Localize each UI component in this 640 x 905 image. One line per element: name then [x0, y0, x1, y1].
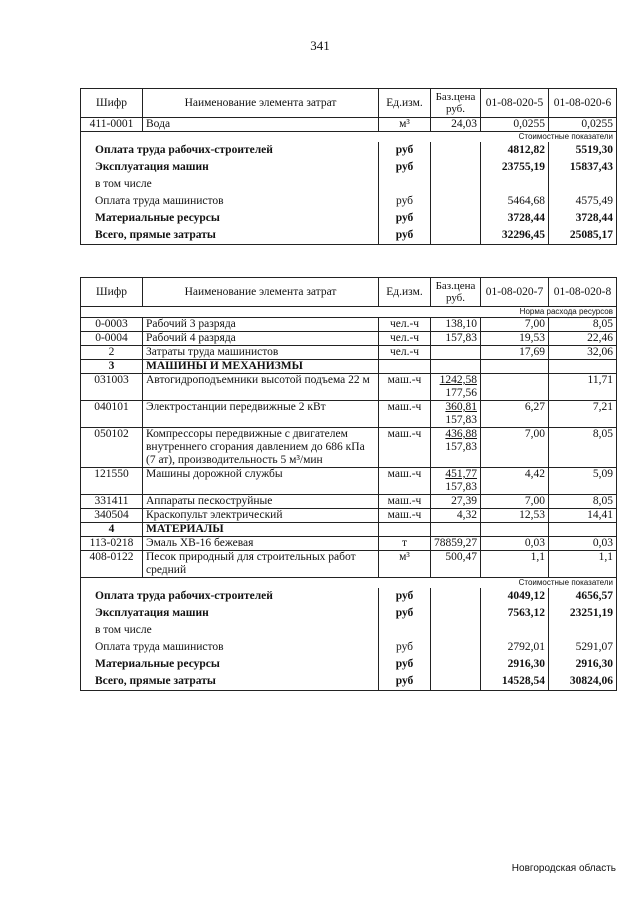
cell-norm-1 — [481, 360, 549, 374]
summary-value-1: 23755,19 — [481, 159, 549, 176]
cell-norm-1: 1,1 — [481, 551, 549, 578]
cost-table-1 — [80, 88, 617, 245]
summary-row — [81, 159, 617, 176]
page-number: 341 — [310, 38, 330, 53]
table-row — [81, 318, 617, 332]
cell-unit: т — [379, 537, 431, 551]
table-row — [81, 346, 617, 360]
cell-code: 2 — [81, 346, 143, 360]
summary-value-1: 32296,45 — [481, 227, 549, 245]
col-header-unit: Ед.изм. — [379, 89, 431, 118]
summary-unit: руб — [379, 193, 431, 210]
price-value: 1242,58 — [439, 374, 477, 386]
table-row — [81, 428, 617, 468]
cell-price — [431, 551, 481, 578]
price-secondary: 157,83 — [445, 481, 477, 493]
summary-value-1: 2916,30 — [481, 656, 549, 673]
cell-norm-1: 6,27 — [481, 401, 549, 428]
summary-empty — [431, 622, 481, 639]
price-value: 451,77 — [445, 468, 477, 480]
cell-code: 408-0122 — [81, 551, 143, 578]
table-row — [81, 523, 617, 537]
summary-empty — [431, 159, 481, 176]
summary-unit: руб — [379, 142, 431, 159]
cell-name: Электростанции передвижные 2 кВт — [143, 401, 379, 428]
summary-label: Всего, прямые затраты — [81, 673, 379, 691]
summary-value-2 — [549, 176, 617, 193]
summary-empty — [431, 227, 481, 245]
summary-value-2: 23251,19 — [549, 605, 617, 622]
cell-code: 040101 — [81, 401, 143, 428]
summary-value-2: 30824,06 — [549, 673, 617, 691]
cell-norm-1: 0,03 — [481, 537, 549, 551]
summary-row — [81, 142, 617, 159]
summary-empty — [431, 673, 481, 691]
cell-norm-1 — [481, 523, 549, 537]
summary-empty — [431, 656, 481, 673]
band-label: Норма расхода ресурсов — [81, 307, 617, 318]
summary-empty — [431, 210, 481, 227]
cell-code: 0-0004 — [81, 332, 143, 346]
summary-value-2: 4575,49 — [549, 193, 617, 210]
cell-name: Затраты труда машинистов — [143, 346, 379, 360]
table-row — [81, 468, 617, 495]
summary-unit: руб — [379, 227, 431, 245]
summary-value-1 — [481, 622, 549, 639]
cell-norm-2: 8,05 — [549, 318, 617, 332]
cell-price — [431, 374, 481, 401]
cell-unit: чел.-ч — [379, 346, 431, 360]
summary-value-1: 4049,12 — [481, 588, 549, 605]
summary-row — [81, 639, 617, 656]
table-row — [81, 509, 617, 523]
price-value: 78859,27 — [434, 537, 478, 549]
cell-norm-2: 14,41 — [549, 509, 617, 523]
summary-unit: руб — [379, 588, 431, 605]
summary-unit: руб — [379, 639, 431, 656]
cell-price — [431, 523, 481, 537]
summary-unit: руб — [379, 159, 431, 176]
summary-value-2 — [549, 622, 617, 639]
price-secondary: 157,83 — [445, 441, 477, 453]
cell-code: 031003 — [81, 374, 143, 401]
col-header-price: Баз.цена руб. — [431, 278, 481, 307]
cell-unit: маш.-ч — [379, 468, 431, 495]
table1-summary — [81, 142, 617, 245]
summary-label: Эксплуатация машин — [81, 159, 379, 176]
cell-norm-2: 0,03 — [549, 537, 617, 551]
cell-price — [431, 509, 481, 523]
cell-price — [431, 318, 481, 332]
cell-name: МАШИНЫ И МЕХАНИЗМЫ — [143, 360, 379, 374]
cell-name: Автогидроподъемники высотой подъема 22 м — [143, 374, 379, 401]
cell-norm-2: 0,0255 — [549, 118, 617, 132]
summary-value-1: 2792,01 — [481, 639, 549, 656]
cell-norm-1: 7,00 — [481, 495, 549, 509]
summary-label: Материальные ресурсы — [81, 210, 379, 227]
price-value: 500,47 — [445, 551, 477, 563]
summary-value-1: 4812,82 — [481, 142, 549, 159]
col-header-norm-1: 01-08-020-7 — [481, 278, 549, 307]
cell-code: 331411 — [81, 495, 143, 509]
summary-unit: руб — [379, 656, 431, 673]
cell-price — [431, 360, 481, 374]
summary-value-2: 15837,43 — [549, 159, 617, 176]
summary-empty — [431, 142, 481, 159]
col-header-code: Шифр — [81, 278, 143, 307]
cell-norm-2 — [549, 523, 617, 537]
cell-norm-1: 19,53 — [481, 332, 549, 346]
summary-unit: руб — [379, 605, 431, 622]
cell-name: МАТЕРИАЛЫ — [143, 523, 379, 537]
cell-unit: м³ — [379, 551, 431, 578]
col-header-norm-1: 01-08-020-5 — [481, 89, 549, 118]
col-header-code: Шифр — [81, 89, 143, 118]
summary-unit — [379, 176, 431, 193]
cell-norm-2: 22,46 — [549, 332, 617, 346]
table2-summary — [81, 588, 617, 691]
cell-name: Вода — [143, 118, 379, 132]
cell-name: Машины дорожной службы — [143, 468, 379, 495]
cell-name: Рабочий 3 разряда — [143, 318, 379, 332]
summary-empty — [431, 588, 481, 605]
summary-row — [81, 622, 617, 639]
summary-unit — [379, 622, 431, 639]
summary-value-1: 3728,44 — [481, 210, 549, 227]
cell-norm-2: 8,05 — [549, 495, 617, 509]
band-cost-indicators — [81, 132, 617, 143]
cell-unit: маш.-ч — [379, 509, 431, 523]
cell-code: 340504 — [81, 509, 143, 523]
summary-unit: руб — [379, 673, 431, 691]
cell-price — [431, 346, 481, 360]
cell-unit: чел.-ч — [379, 332, 431, 346]
cell-unit — [379, 523, 431, 537]
price-secondary: 157,83 — [445, 414, 477, 426]
summary-label: Всего, прямые затраты — [81, 227, 379, 245]
cell-price — [431, 495, 481, 509]
table-row — [81, 332, 617, 346]
cell-name: Эмаль ХВ-16 бежевая — [143, 537, 379, 551]
price-value: 157,83 — [445, 332, 477, 344]
summary-value-1: 14528,54 — [481, 673, 549, 691]
summary-label: Оплата труда машинистов — [81, 639, 379, 656]
table1-body — [81, 118, 617, 132]
summary-label: в том числе — [81, 176, 379, 193]
cell-norm-2: 7,21 — [549, 401, 617, 428]
cell-name: Краскопульт электрический — [143, 509, 379, 523]
cell-norm-2: 32,06 — [549, 346, 617, 360]
price-value: 4,32 — [456, 509, 477, 521]
cell-unit: маш.-ч — [379, 428, 431, 468]
table-row — [81, 537, 617, 551]
price-value: 24,03 — [451, 118, 477, 130]
table-row — [81, 551, 617, 578]
summary-label: Оплата труда рабочих-строителей — [81, 142, 379, 159]
table-row — [81, 118, 617, 132]
cell-unit — [379, 360, 431, 374]
summary-row — [81, 227, 617, 245]
cell-unit: чел.-ч — [379, 318, 431, 332]
cell-name: Компрессоры передвижные с двигателем внутреннего сгорания давлением до 686 кПа (7 ат), производительность 5 м³/мин — [143, 428, 379, 468]
summary-row — [81, 605, 617, 622]
cell-code: 3 — [81, 360, 143, 374]
summary-value-2: 4656,57 — [549, 588, 617, 605]
price-value: 360,81 — [445, 401, 477, 413]
price-value: 138,10 — [445, 318, 477, 330]
cell-norm-1 — [481, 374, 549, 401]
summary-empty — [431, 605, 481, 622]
cell-name: Рабочий 4 разряда — [143, 332, 379, 346]
summary-label: Оплата труда рабочих-строителей — [81, 588, 379, 605]
summary-row — [81, 588, 617, 605]
price-secondary: 177,56 — [445, 387, 477, 399]
region-footer: Новгородская область — [511, 863, 616, 874]
summary-value-2: 3728,44 — [549, 210, 617, 227]
cell-name: Песок природный для строительных работ средний — [143, 551, 379, 578]
cell-norm-1: 17,69 — [481, 346, 549, 360]
cell-norm-2: 1,1 — [549, 551, 617, 578]
cell-unit: маш.-ч — [379, 401, 431, 428]
table-header — [81, 89, 617, 118]
price-value: 27,39 — [451, 495, 477, 507]
cell-norm-1: 4,42 — [481, 468, 549, 495]
band-label: Стоимостные показатели — [81, 578, 617, 589]
summary-value-1 — [481, 176, 549, 193]
table-row — [81, 401, 617, 428]
table-row — [81, 360, 617, 374]
col-header-norm-2: 01-08-020-6 — [549, 89, 617, 118]
table-row — [81, 374, 617, 401]
cell-norm-1: 0,0255 — [481, 118, 549, 132]
cost-table-2 — [80, 277, 617, 691]
cell-price — [431, 428, 481, 468]
summary-empty — [431, 176, 481, 193]
cell-norm-1: 7,00 — [481, 428, 549, 468]
summary-value-2: 25085,17 — [549, 227, 617, 245]
cell-price — [431, 468, 481, 495]
band-resource-norms — [81, 307, 617, 318]
cell-norm-2 — [549, 360, 617, 374]
summary-row — [81, 673, 617, 691]
cell-price — [431, 118, 481, 132]
cell-norm-2: 8,05 — [549, 428, 617, 468]
summary-label: в том числе — [81, 622, 379, 639]
summary-label: Эксплуатация машин — [81, 605, 379, 622]
cell-norm-1: 12,53 — [481, 509, 549, 523]
cell-code: 411-0001 — [81, 118, 143, 132]
cell-code: 113-0218 — [81, 537, 143, 551]
summary-value-2: 5291,07 — [549, 639, 617, 656]
summary-label: Материальные ресурсы — [81, 656, 379, 673]
col-header-unit: Ед.изм. — [379, 278, 431, 307]
cell-name: Аппараты пескоструйные — [143, 495, 379, 509]
price-value: 436,88 — [445, 428, 477, 440]
summary-row — [81, 193, 617, 210]
cell-norm-2: 11,71 — [549, 374, 617, 401]
summary-row — [81, 176, 617, 193]
summary-value-2: 5519,30 — [549, 142, 617, 159]
cell-norm-2: 5,09 — [549, 468, 617, 495]
band-cost-indicators — [81, 578, 617, 589]
summary-label: Оплата труда машинистов — [81, 193, 379, 210]
cell-unit: маш.-ч — [379, 495, 431, 509]
cell-code: 4 — [81, 523, 143, 537]
cell-unit: маш.-ч — [379, 374, 431, 401]
table-row — [81, 495, 617, 509]
cell-norm-1: 7,00 — [481, 318, 549, 332]
summary-empty — [431, 639, 481, 656]
cell-price — [431, 332, 481, 346]
col-header-price: Баз.цена руб. — [431, 89, 481, 118]
table2-body — [81, 318, 617, 578]
summary-value-2: 2916,30 — [549, 656, 617, 673]
summary-row — [81, 656, 617, 673]
cell-price — [431, 537, 481, 551]
col-header-norm-2: 01-08-020-8 — [549, 278, 617, 307]
col-header-name: Наименование элемента затрат — [143, 278, 379, 307]
cell-code: 121550 — [81, 468, 143, 495]
summary-row — [81, 210, 617, 227]
cell-unit: м³ — [379, 118, 431, 132]
band-label: Стоимостные показатели — [81, 132, 617, 143]
cell-code: 050102 — [81, 428, 143, 468]
summary-value-1: 7563,12 — [481, 605, 549, 622]
table-header — [81, 278, 617, 307]
cell-price — [431, 401, 481, 428]
summary-value-1: 5464,68 — [481, 193, 549, 210]
summary-empty — [431, 193, 481, 210]
cell-code: 0-0003 — [81, 318, 143, 332]
summary-unit: руб — [379, 210, 431, 227]
col-header-name: Наименование элемента затрат — [143, 89, 379, 118]
